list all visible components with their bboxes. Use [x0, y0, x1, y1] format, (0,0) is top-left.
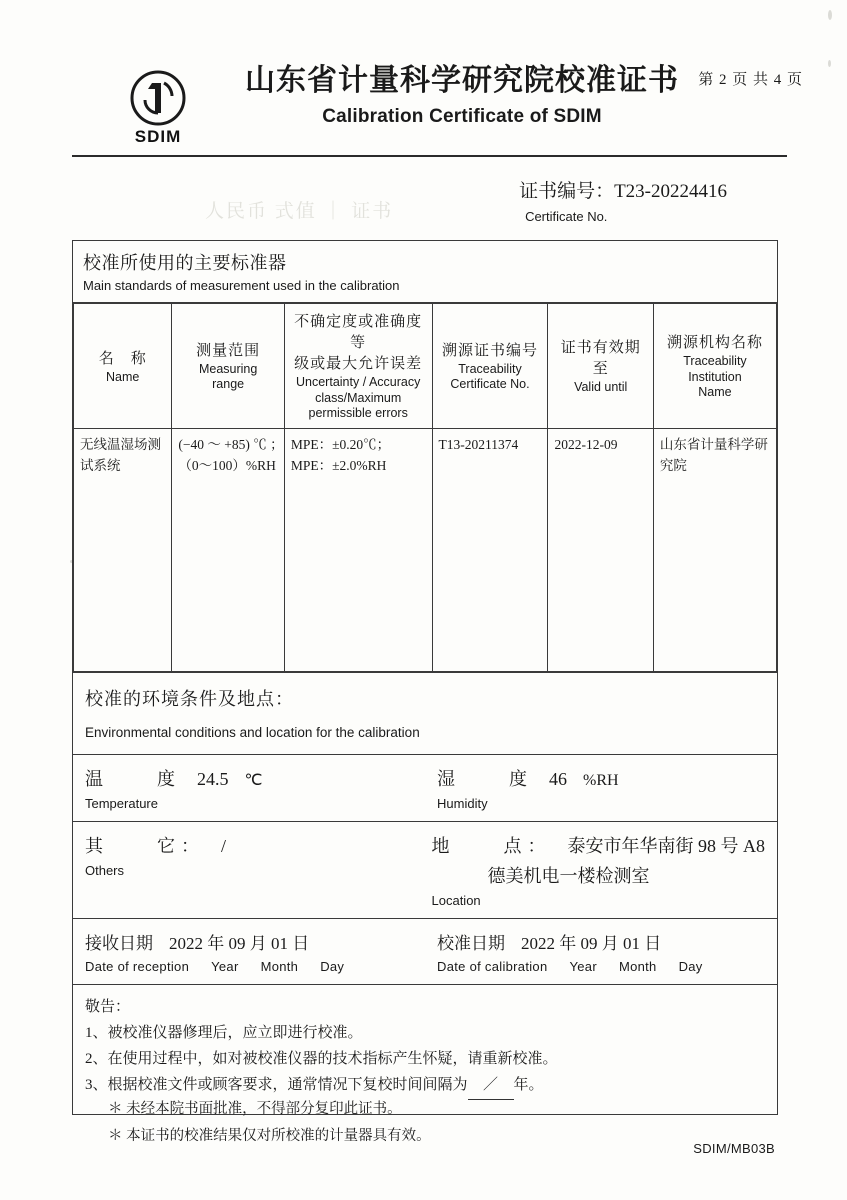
others-cell — [73, 822, 420, 918]
certificate-number-en: Certificate No. — [525, 209, 608, 224]
temperature-cell — [73, 755, 425, 821]
environment-dates-row — [73, 918, 777, 984]
certificate-number-cn: 证书编号：T23-20224416 — [519, 181, 727, 202]
environment-temp-humidity-row — [73, 754, 777, 821]
col-institution-cn: 溯源机构名称 — [666, 335, 763, 351]
date-of-calibration-day-en: Day — [678, 958, 703, 974]
col-measuring-range — [172, 304, 284, 429]
location-label-cn: 地 点： — [431, 835, 552, 856]
location-line — [432, 832, 766, 858]
humidity-label-en: Humidity — [437, 795, 488, 811]
others-line — [85, 832, 408, 858]
location-value-line2: 德美机电一楼检测室 — [487, 865, 650, 886]
environment-others-location-row — [73, 821, 777, 918]
notice-item-3-prefix: 3、根据校准文件或顾客要求，通常情况下复校时间间隔为 — [85, 1077, 468, 1094]
location-value-line1: 泰安市年华南街 98 号 A8 — [567, 835, 765, 856]
col-name-cn: 名 称 — [98, 350, 147, 367]
environment-section-heading — [73, 672, 777, 754]
header-divider — [72, 155, 787, 157]
date-of-calibration-label-en-row — [437, 959, 765, 974]
sdim-logo — [122, 70, 194, 148]
humidity-line — [437, 765, 765, 791]
document-title-cn: 山东省计量科学研究院校准证书 — [245, 64, 679, 97]
cell-standard-name: 无线温湿场测试系统 — [74, 428, 172, 671]
date-of-calibration-line — [437, 929, 765, 954]
others-label-en: Others — [85, 862, 125, 878]
title-block — [212, 62, 712, 128]
cell-valid-until: 2022-12-09 — [548, 428, 653, 671]
temperature-line — [85, 765, 413, 791]
col-measuring-range-en: Measuring range — [198, 361, 258, 392]
sdim-logo-text: SDIM — [134, 127, 182, 146]
date-of-reception-day-en: Day — [320, 958, 345, 974]
date-of-calibration-year-en: Year — [569, 958, 597, 974]
notice-title: 敬告： — [85, 998, 131, 1015]
date-of-reception-cell — [73, 919, 425, 984]
date-of-calibration-cell — [425, 919, 777, 984]
date-of-calibration-label-cn: 校准日期 — [437, 933, 505, 953]
standards-heading-cn: 校准所使用的主要标准器 — [83, 253, 287, 273]
col-traceability-cert-no-en: Traceability Certificate No. — [450, 361, 530, 392]
notice-item-2: 2、在使用过程中，如对被校准仪器的技术指标产生怀疑，请重新校准。 — [85, 1051, 558, 1068]
col-institution — [653, 304, 776, 429]
recalibration-interval-blank: ／ — [468, 1072, 514, 1099]
date-of-calibration-month-en: Month — [618, 958, 657, 974]
location-label-en: Location — [431, 892, 481, 908]
document-title-en: Calibration Certificate of SDIM — [322, 105, 602, 127]
date-of-reception-value: 2022 年 09 月 01 日 — [169, 933, 310, 953]
humidity-unit: %RH — [583, 771, 619, 789]
form-code: SDIM/MB03B — [693, 1141, 775, 1156]
cell-measuring-range — [172, 428, 284, 671]
standards-section-heading — [73, 241, 777, 303]
page-number: 第 2 页 共 4 页 — [698, 72, 803, 88]
scan-ghost-text: 人民币 式值 ｜ 证书 — [205, 201, 394, 222]
standards-table — [73, 303, 777, 672]
cell-uncertainty — [284, 428, 432, 671]
humidity-label-cn: 湿 度 — [437, 768, 533, 789]
temperature-label-en: Temperature — [85, 795, 158, 811]
measuring-range-line2: （0～100）%RH — [178, 457, 276, 473]
uncertainty-line2: MPE：±2.0%RH — [290, 457, 387, 473]
standards-heading-en: Main standards of measurement used in the calibration — [83, 278, 400, 293]
col-institution-en: Traceability Institution Name — [683, 354, 747, 400]
col-valid-until-cn: 证书有效期至 — [560, 340, 641, 378]
date-of-reception-label-en: Date of reception — [85, 958, 190, 974]
footer-note-2: ＊ 本证书的校准结果仅对所校准的计量器具有效。 — [108, 1127, 431, 1144]
date-of-reception-label-en-row — [85, 959, 413, 974]
notice-section — [73, 984, 777, 1114]
temperature-label-cn: 温 度 — [85, 768, 181, 789]
date-of-calibration-label-en: Date of calibration — [437, 958, 548, 974]
others-value: / — [221, 835, 227, 856]
col-valid-until — [548, 304, 653, 429]
date-of-reception-label-cn: 接收日期 — [85, 933, 153, 953]
col-uncertainty — [284, 304, 432, 429]
table-row — [74, 428, 777, 671]
humidity-cell — [425, 755, 777, 821]
date-of-reception-month-en: Month — [260, 958, 299, 974]
location-cell — [420, 822, 778, 918]
col-measuring-range-cn: 测量范围 — [196, 342, 261, 359]
notice-item-1: 1、被校准仪器修理后，应立即进行校准。 — [85, 1024, 363, 1041]
temperature-value: 24.5 — [197, 768, 229, 789]
col-name — [74, 304, 172, 429]
cell-traceability-cert-no: T13-20211374 — [432, 428, 548, 671]
others-label-cn: 其 它： — [85, 835, 205, 856]
standards-table-header-row — [74, 304, 777, 429]
footer-note-1: ＊ 未经本院书面批准，不得部分复印此证书。 — [108, 1101, 402, 1117]
col-name-en: Name — [106, 369, 140, 384]
col-uncertainty-cn: 不确定度或准确度等 级或最大允许误差 — [294, 314, 423, 372]
date-of-reception-year-en: Year — [211, 958, 239, 974]
certificate-number-block — [519, 176, 727, 224]
environment-heading-cn: 校准的环境条件及地点： — [85, 688, 294, 709]
date-of-reception-line — [85, 929, 413, 954]
environment-heading-en: Environmental conditions and location for the calibration — [85, 724, 420, 740]
col-uncertainty-en: Uncertainty / Accuracy class/Maximum permissible errors — [296, 375, 421, 421]
scan-speck — [828, 60, 831, 67]
certificate-body-frame — [72, 240, 778, 1115]
col-valid-until-en: Valid until — [574, 380, 628, 395]
cell-institution: 山东省计量科学研究院 — [653, 428, 776, 671]
humidity-value: 46 — [549, 768, 567, 789]
date-of-calibration-value: 2022 年 09 月 01 日 — [521, 933, 662, 953]
measuring-range-line1: (−40 ～ +85) ℃ ； — [178, 436, 284, 452]
notice-item-3-suffix: 年。 — [513, 1077, 544, 1094]
sdim-logo-mark-icon — [130, 70, 186, 126]
col-traceability-cert-no-cn: 溯源证书编号 — [441, 342, 538, 359]
document-footer — [108, 1096, 748, 1150]
temperature-unit: ℃ — [244, 771, 263, 789]
scan-speck — [828, 10, 832, 20]
col-traceability-cert-no — [432, 304, 548, 429]
document-header — [72, 62, 775, 152]
uncertainty-line1: MPE：±0.20℃； — [290, 436, 391, 452]
